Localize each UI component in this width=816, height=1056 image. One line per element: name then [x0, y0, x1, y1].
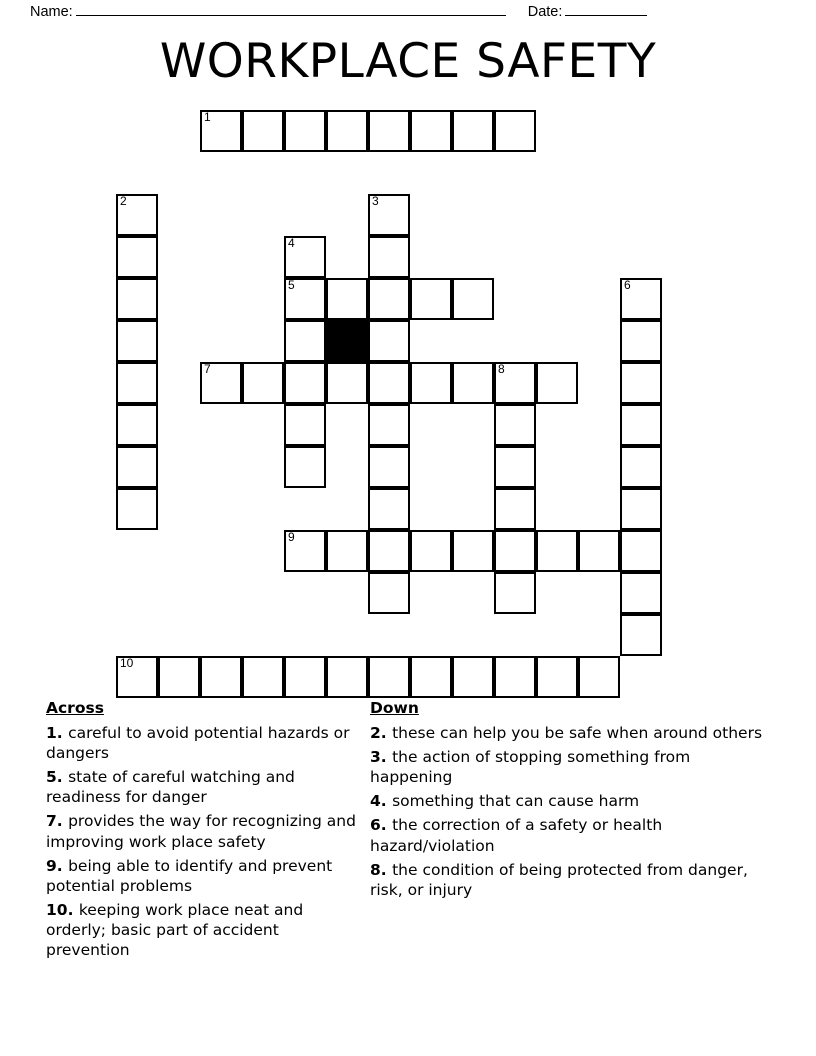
down-clue-list [370, 723, 765, 900]
down-clue-2 [370, 723, 765, 743]
grid-cell[interactable] [536, 656, 578, 698]
name-label: Name: [30, 4, 73, 20]
grid-cell[interactable] [284, 278, 326, 320]
clue-number: 4. [370, 792, 393, 811]
clue-number: 1. [46, 723, 69, 742]
grid-cell[interactable] [116, 236, 158, 278]
grid-cell[interactable] [116, 320, 158, 362]
grid-cell[interactable] [410, 530, 452, 572]
clues-section [0, 700, 816, 964]
clue-text: something that can cause harm [392, 792, 640, 811]
grid-cell[interactable] [242, 656, 284, 698]
grid-cell[interactable] [620, 362, 662, 404]
grid-cell[interactable] [116, 488, 158, 530]
cell-number: 4 [288, 236, 295, 250]
grid-cell[interactable] [368, 362, 410, 404]
cell-number: 2 [120, 194, 127, 208]
grid-cell[interactable] [494, 446, 536, 488]
cell-number: 1 [204, 110, 211, 124]
cell-number: 3 [372, 194, 379, 208]
across-clue-list [46, 723, 365, 961]
across-heading: Across [46, 699, 104, 717]
down-clue-8 [370, 860, 765, 900]
grid-cell[interactable] [200, 362, 242, 404]
date-label: Date: [527, 4, 563, 20]
cell-number: 10 [120, 656, 134, 670]
grid-cell[interactable] [452, 530, 494, 572]
cell-number: 8 [498, 362, 505, 376]
cell-number: 5 [288, 278, 295, 292]
clue-number: 5. [46, 768, 69, 787]
clue-text: provides the way for recognizing and improving work place safety [46, 812, 356, 851]
grid-cell[interactable] [410, 362, 452, 404]
down-clues-column [365, 700, 765, 904]
grid-cell[interactable] [116, 446, 158, 488]
down-clue-6 [370, 815, 765, 855]
cell-number: 6 [624, 278, 631, 292]
across-clue-1 [46, 723, 365, 763]
cell-number: 7 [204, 362, 211, 376]
grid-cell[interactable] [494, 488, 536, 530]
grid-cell[interactable] [116, 194, 158, 236]
grid-cell[interactable] [326, 278, 368, 320]
page-title: WORKPLACE SAFETY [159, 34, 657, 89]
grid-cell[interactable] [242, 110, 284, 152]
grid-cell[interactable] [326, 362, 368, 404]
cell-number: 9 [288, 530, 295, 544]
grid-cell[interactable] [242, 362, 284, 404]
grid-cell[interactable] [116, 404, 158, 446]
across-clue-9 [46, 856, 365, 896]
grid-cell[interactable] [116, 278, 158, 320]
grid-cell[interactable] [368, 404, 410, 446]
clue-text: keeping work place neat and orderly; basic part of accident prevention [46, 900, 304, 960]
grid-cell[interactable] [368, 194, 410, 236]
grid-cell[interactable] [620, 530, 662, 572]
grid-cell[interactable] [326, 530, 368, 572]
clue-number: 10. [46, 900, 79, 919]
grid-cell[interactable] [200, 110, 242, 152]
grid-cell[interactable] [494, 572, 536, 614]
grid-cell[interactable] [620, 572, 662, 614]
clue-number: 8. [370, 860, 393, 879]
down-clue-4 [370, 791, 765, 811]
grid-cell[interactable] [620, 278, 662, 320]
grid-cell[interactable] [284, 320, 326, 362]
grid-cell[interactable] [200, 656, 242, 698]
clue-text: careful to avoid potential hazards or dangers [46, 723, 350, 762]
grid-cell[interactable] [284, 362, 326, 404]
grid-cell[interactable] [494, 110, 536, 152]
clue-text: the correction of a safety or health hazard/violation [370, 816, 663, 855]
grid-cell[interactable] [452, 110, 494, 152]
grid-cell[interactable] [578, 656, 620, 698]
grid-cell[interactable] [158, 656, 200, 698]
grid-cell[interactable] [326, 656, 368, 698]
clue-text: these can help you be safe when around others [392, 723, 763, 742]
grid-cell[interactable] [326, 110, 368, 152]
grid-cell[interactable] [368, 278, 410, 320]
grid-cell[interactable] [284, 236, 326, 278]
grid-cell[interactable] [620, 446, 662, 488]
grid-cell[interactable] [368, 656, 410, 698]
grid-cell[interactable] [578, 530, 620, 572]
grid-cell[interactable] [368, 110, 410, 152]
grid-cell[interactable] [116, 362, 158, 404]
grid-cell[interactable] [410, 110, 452, 152]
grid-cell[interactable] [494, 404, 536, 446]
grid-cell[interactable] [410, 278, 452, 320]
grid-cell[interactable] [620, 404, 662, 446]
clue-number: 2. [370, 723, 393, 742]
grid-cell[interactable] [368, 236, 410, 278]
down-heading: Down [370, 699, 419, 717]
across-clue-5 [46, 767, 365, 807]
clue-text: the action of stopping something from happening [370, 747, 691, 787]
grid-cell[interactable] [494, 656, 536, 698]
grid-cell[interactable] [494, 530, 536, 572]
down-clue-3 [370, 747, 765, 787]
clue-number: 3. [370, 747, 393, 766]
clue-text: being able to identify and prevent potential problems [46, 856, 333, 895]
grid-cell[interactable] [494, 362, 536, 404]
grid-cell[interactable] [116, 656, 158, 698]
grid-cell[interactable] [368, 530, 410, 572]
grid-cell[interactable] [536, 362, 578, 404]
grid-cell[interactable] [284, 530, 326, 572]
clue-text: state of careful watching and readiness for danger [46, 768, 295, 807]
grid-cell[interactable] [620, 614, 662, 656]
grid-cell[interactable] [368, 320, 410, 362]
across-clue-10 [46, 900, 365, 960]
grid-cell[interactable] [368, 446, 410, 488]
grid-cell[interactable] [536, 530, 578, 572]
grid-cell[interactable] [284, 446, 326, 488]
grid-cell[interactable] [284, 656, 326, 698]
grid-cell[interactable] [368, 572, 410, 614]
grid-cell[interactable] [452, 278, 494, 320]
across-clues-column [0, 700, 365, 964]
grid-cell[interactable] [284, 110, 326, 152]
across-clue-7 [46, 811, 365, 851]
grid-cell[interactable] [620, 488, 662, 530]
clue-number: 6. [370, 816, 393, 835]
clue-text: the condition of being protected from danger, risk, or injury [370, 860, 748, 899]
grid-cell[interactable] [410, 656, 452, 698]
clue-number: 9. [46, 856, 69, 875]
grid-cell[interactable] [284, 404, 326, 446]
grid-cell[interactable] [368, 488, 410, 530]
grid-cell[interactable] [452, 362, 494, 404]
grid-block-cell [326, 320, 368, 362]
grid-cell[interactable] [452, 656, 494, 698]
clue-number: 7. [46, 812, 69, 831]
grid-cell[interactable] [620, 320, 662, 362]
